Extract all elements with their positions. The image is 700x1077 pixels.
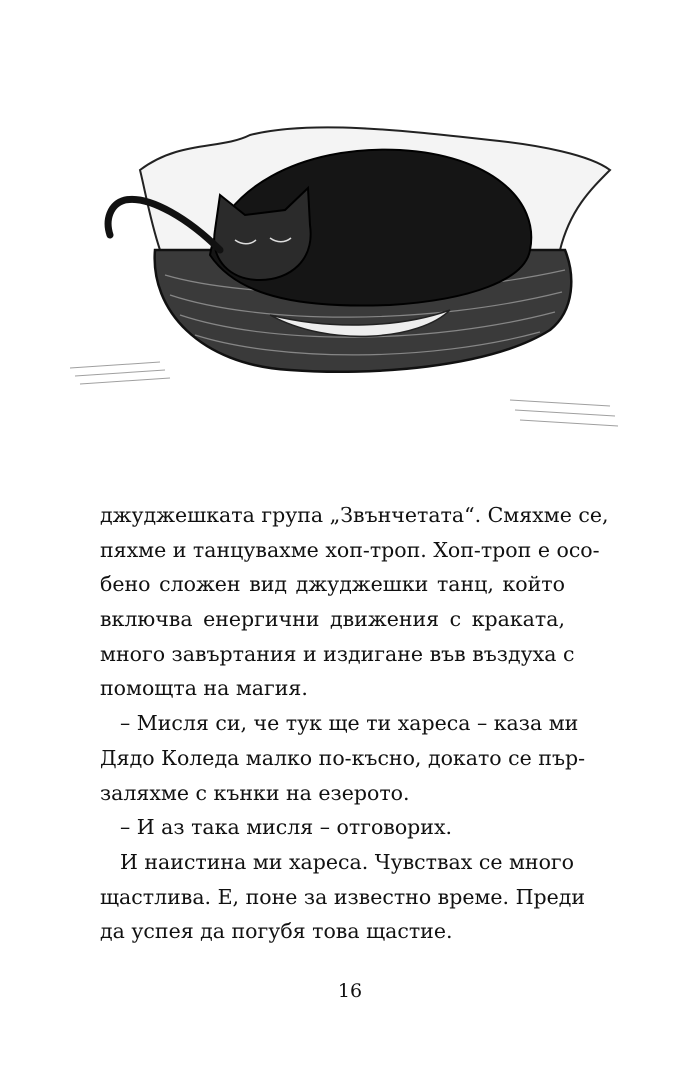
text-line: – Мисля си, че тук ще ти хареса – каза ми [120,711,579,736]
page-number: 16 [337,980,363,1002]
text-line: щастлива. Е, поне за известно време. Преди [100,884,586,909]
text-line: много завъртания и издигане във въздуха с [100,641,575,666]
text-line: И наистина ми хареса. Чувствах се много [120,849,575,874]
text-line: да успея да погубя това щастие. [100,919,453,944]
text-line: бено сложен вид джуджешки танц, който [100,572,565,597]
text-line: пяхме и танцувахме хоп-троп. Хоп-троп е осо- [100,537,600,562]
text-line: – И аз така мисля – отговорих. [120,815,453,840]
text-line: джуджешката група „Звънчетата“. Смяхме се, [100,503,609,527]
text-line: Дядо Коледа малко по-късно, докато се пър- [100,745,586,770]
text-line: помощта на магия. [100,676,308,701]
text-line: заляхме с кънки на езерото. [100,780,410,805]
text-line: включва енергични движения с краката, [100,607,565,632]
text-block [100,498,609,949]
sleeping-cat-in-basket-icon [70,100,630,440]
